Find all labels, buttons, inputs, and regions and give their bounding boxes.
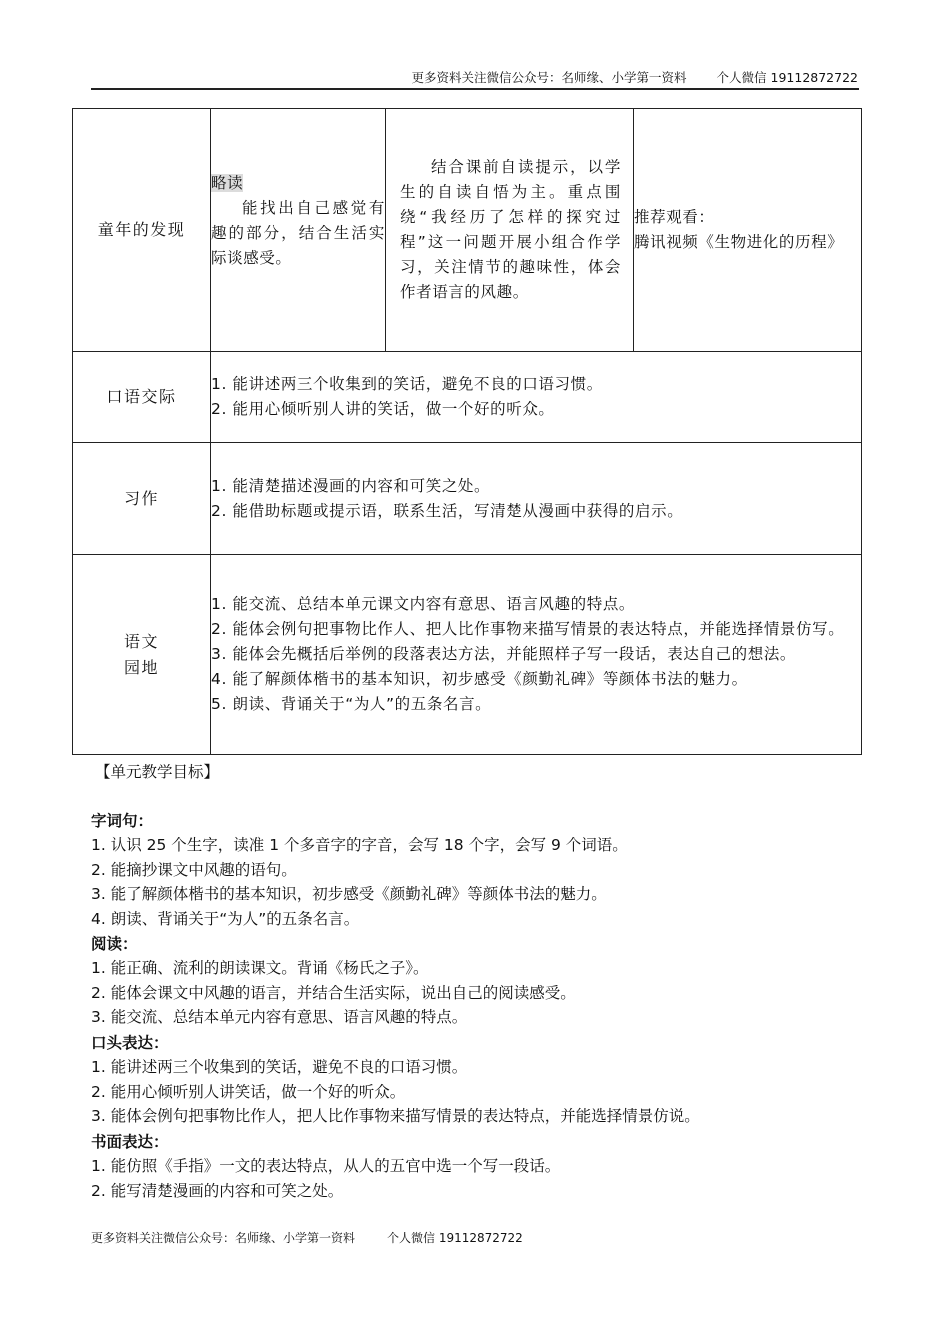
footer-text: 更多资料关注微信公众号：名师缘、小学第一资料 bbox=[91, 1231, 356, 1245]
list-item: 2. 能摘抄课文中风趣的语句。 bbox=[91, 860, 297, 879]
list-item: 1. 认识 25 个生字，读准 1 个多音字的字音，会写 18 个字，会写 9 个词语。 bbox=[91, 836, 628, 854]
list-item: 3. 能体会例句把事物比作人，把人比作事物来描写情景的表达特点，并能选择情景仿说。 bbox=[91, 1107, 700, 1126]
section-heading: 阅读： bbox=[91, 935, 138, 953]
table-row-childhood-discovery bbox=[73, 109, 862, 352]
list-item: 4. 朗读、背诵关于“为人”的五条名言。 bbox=[91, 909, 360, 928]
list-item: 2. 能借助标题或提示语，联系生活，写清楚从漫画中获得的启示。 bbox=[211, 501, 684, 520]
header-wechat: 个人微信 19112872722 bbox=[716, 70, 858, 85]
header-text: 更多资料关注微信公众号：名师缘、小学第一资料 bbox=[411, 70, 687, 85]
section-words bbox=[91, 809, 628, 931]
row-label: 口语交际 bbox=[73, 352, 211, 443]
list-item: 1. 能讲述两三个收集到的笑话，避免不良的口语习惯。 bbox=[211, 375, 603, 393]
unit-lesson-table bbox=[72, 108, 862, 755]
section-oral-expression bbox=[91, 1031, 700, 1129]
oral-goals-cell bbox=[211, 352, 862, 443]
reading-type-tag: 略读 bbox=[211, 174, 244, 192]
section-heading: 口头表达： bbox=[91, 1034, 169, 1052]
list-item: 3. 能了解颜体楷书的基本知识，初步感受《颜勤礼碑》等颜体书法的魅力。 bbox=[91, 885, 607, 904]
footer-wechat: 个人微信 19112872722 bbox=[387, 1231, 523, 1245]
list-item: 1. 能仿照《手指》一文的表达特点，从人的五官中选一个写一段话。 bbox=[91, 1157, 561, 1175]
section-heading: 书面表达： bbox=[91, 1133, 169, 1151]
resource-title: 推荐观看： bbox=[634, 208, 715, 226]
list-item: 5. 朗读、背诵关于“为人”的五条名言。 bbox=[211, 695, 492, 713]
writing-goals-cell bbox=[211, 443, 862, 555]
list-item: 2. 能用心倾听别人讲笑话，做一个好的听众。 bbox=[91, 1082, 406, 1101]
resource-video: 腾讯视频《生物进化的历程》 bbox=[634, 233, 844, 251]
list-item: 3. 能交流、总结本单元内容有意思、语言风趣的特点。 bbox=[91, 1008, 468, 1027]
list-item: 3. 能体会先概括后举例的段落表达方法，并能照样子写一段话，表达自己的想法。 bbox=[211, 645, 797, 663]
page-header bbox=[412, 68, 858, 86]
row-label: 习作 bbox=[73, 443, 211, 555]
page-footer bbox=[91, 1229, 523, 1246]
teaching-method-cell: 结合课前自读提示，以学生的自读自悟为主。重点围绕“我经历了怎样的探究过程”这一问题开展小组合作学习，关注情节的趣味性，体会作者语言的风趣。 bbox=[386, 109, 634, 352]
list-item: 4. 能了解颜体楷书的基本知识，初步感受《颜勤礼碑》等颜体书法的魅力。 bbox=[211, 670, 748, 688]
section-written-expression bbox=[91, 1130, 560, 1203]
table-row-chinese-garden bbox=[73, 555, 862, 755]
list-item: 1. 能正确、流利的朗读课文。背诵《杨氏之子》。 bbox=[91, 959, 429, 977]
table-row-oral-communication bbox=[73, 352, 862, 443]
table-row-writing bbox=[73, 443, 862, 555]
goals-title: 【单元教学目标】 bbox=[95, 763, 220, 781]
garden-goals-cell bbox=[211, 555, 862, 755]
section-heading: 字词句： bbox=[91, 812, 154, 830]
header-rule bbox=[91, 88, 859, 90]
list-item: 2. 能用心倾听别人讲的笑话，做一个好的听众。 bbox=[211, 400, 555, 418]
reading-type-cell bbox=[211, 109, 386, 352]
list-item: 2. 能写清楚漫画的内容和可笑之处。 bbox=[91, 1181, 344, 1200]
list-item: 2. 能体会例句把事物比作人、把人比作事物来描写情景的表达特点，并能选择情景仿写。 bbox=[211, 620, 845, 638]
list-item: 1. 能讲述两三个收集到的笑话，避免不良的口语习惯。 bbox=[91, 1058, 468, 1076]
resource-cell bbox=[634, 109, 862, 352]
reading-goal: 能找出自己感觉有趣的部分，结合生活实际谈感受。 bbox=[211, 199, 385, 267]
list-item: 1. 能清楚描述漫画的内容和可笑之处。 bbox=[211, 476, 491, 495]
section-reading bbox=[91, 932, 576, 1030]
list-item: 1. 能交流、总结本单元课文内容有意思、语言风趣的特点。 bbox=[211, 595, 636, 613]
row-label: 童年的发现 bbox=[73, 109, 211, 352]
row-label: 语文 园地 bbox=[73, 555, 211, 755]
list-item: 2. 能体会课文中风趣的语言，并结合生活实际，说出自己的阅读感受。 bbox=[91, 983, 576, 1002]
